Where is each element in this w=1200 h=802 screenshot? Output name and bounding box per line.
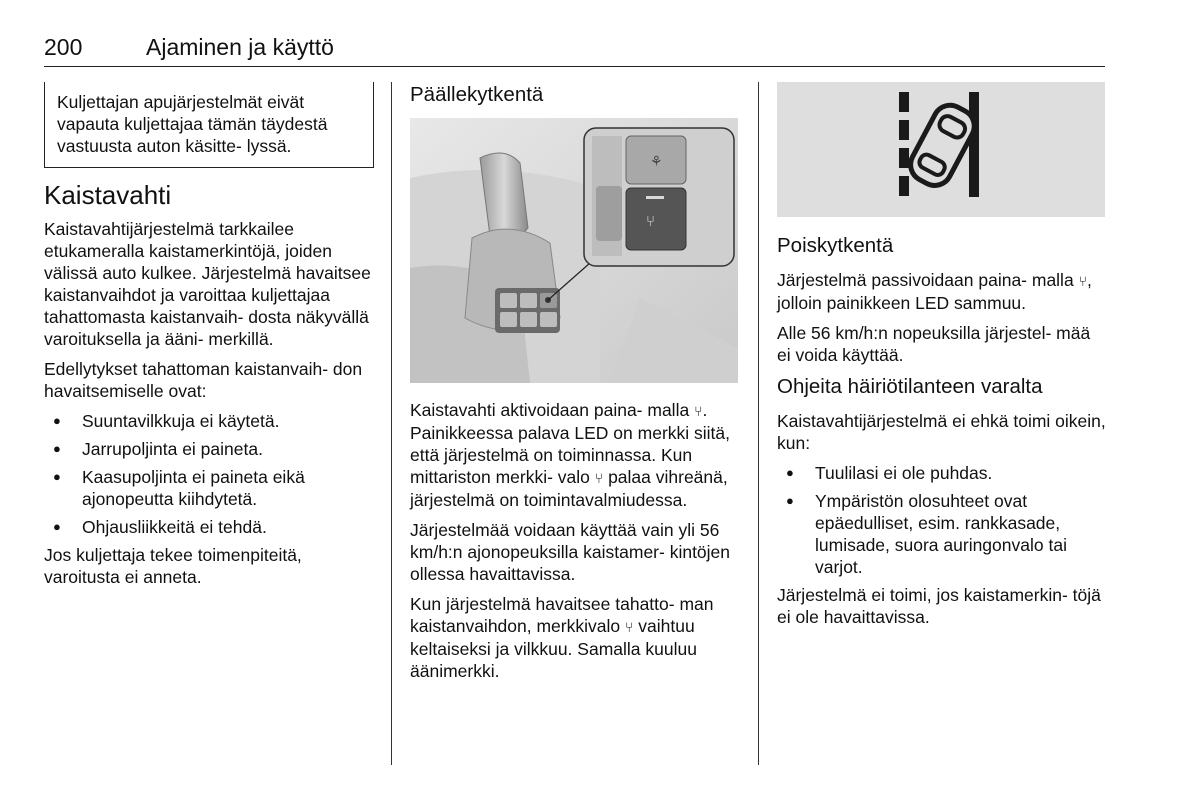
page-header (44, 30, 1105, 67)
lane-departure-car-icon (777, 82, 1105, 217)
list-item: ● Tuulilasi ei ole puhdas. (777, 462, 1107, 484)
lane-keep-assist-icon: ⑂ (594, 470, 604, 486)
text-run: Kaistavahti aktivoidaan paina- malla (410, 400, 690, 420)
paragraph: Jos kuljettaja tekee toimenpiteitä, varoitusta ei anneta. (44, 545, 302, 587)
svg-text:⑂: ⑂ (646, 212, 656, 230)
list-item: ● Jarrupoljinta ei paineta. (44, 438, 374, 460)
lane-keep-symbol-diagram (777, 82, 1105, 217)
warning-note-box (44, 82, 374, 168)
bullet-list (777, 462, 1107, 578)
lane-keep-assist-icon: ⑂ (624, 619, 634, 635)
column-left (44, 82, 374, 596)
warning-note-text: Kuljettajan apujärjestelmät eivät vapauta kuljettajaa tämän täydestä vastuusta auton käsitte- lyssä. (57, 92, 328, 156)
center-console-illustration (410, 118, 738, 383)
column-right (777, 82, 1107, 636)
section-heading-lane-keep: Kaistavahti (44, 180, 172, 210)
list-item: ● Ympäristön olosuhteet ovat epäedulliset, esim. rankkasade, lumisade, suora auringonvalo tai varjot. (777, 490, 1107, 578)
paragraph: Alle 56 km/h:n nopeuksilla järjestel- mää ei voida käyttää. (777, 323, 1091, 365)
paragraph: Järjestelmä ei toimi, jos kaistamerkin- töjä ei ole havaittavissa. (777, 585, 1101, 627)
column-divider (758, 82, 759, 765)
column-divider (391, 82, 392, 765)
subheading-troubleshooting: Ohjeita häiriötilanteen varalta (777, 375, 1043, 398)
subheading-switch-off: Poiskytkentä (777, 234, 894, 257)
paragraph: Järjestelmää voidaan käyttää vain yli 56 km/h:n ajonopeuksilla kaistamer- kintöjen ollessa havaittavissa. (410, 520, 731, 584)
page-number: 200 (44, 34, 83, 60)
paragraph: Edellytykset tahattoman kaistanvaih- don havaitsemiselle ovat: (44, 359, 363, 401)
column-middle (410, 82, 742, 690)
text-run: palaa vihreänä, järjestelmä on toimintavalmiudessa. (410, 467, 728, 510)
list-item: ● Ohjausliikkeitä ei tehdä. (44, 516, 374, 538)
text-run: , jolloin painikkeen LED sammuu. (777, 270, 1092, 313)
text-run: Järjestelmä passivoidaan paina- malla (777, 270, 1074, 290)
console-button-photo (410, 118, 738, 383)
bullet-list (44, 410, 374, 538)
subheading-switch-on: Päällekytkentä (410, 83, 544, 106)
svg-text:⚘: ⚘ (650, 154, 663, 170)
paragraph: Kaistavahtijärjestelmä tarkkailee etukameralla kaistamerkintöjä, joiden välissä auto kulkee. Järjestelmä havaitsee kaistanvaihdot ja varoittaa kuljettajaa tahattomasta kaistanvaih- dosta näkyvällä varoituksella ja ääni- merkillä. (44, 219, 371, 349)
paragraph: Kaistavahtijärjestelmä ei ehkä toimi oikein, kun: (777, 411, 1106, 453)
paragraph (410, 593, 742, 682)
list-item: ● Kaasupoljinta ei paineta eikä ajonopeutta kiihdytetä. (44, 466, 374, 510)
chapter-title: Ajaminen ja käyttö (146, 34, 334, 60)
list-item: ● Suuntavilkkuja ei käytetä. (44, 410, 374, 432)
paragraph (777, 269, 1107, 314)
text-run: vaihtuu keltaiseksi ja vilkkuu. Samalla kuuluu äänimerkki. (410, 616, 697, 681)
text-run: Kun järjestelmä havaitsee tahatto- man kaistanvaihdon, merkkivalo (410, 594, 714, 636)
paragraph (410, 399, 742, 511)
lane-keep-assist-icon: ⑂ (694, 403, 703, 419)
lane-keep-assist-icon: ⑂ (1078, 273, 1087, 289)
text-run: . Painikkeessa palava LED on merkki siitä, että järjestelmä on toiminnassa. Kun mittariston merkki- valo (410, 400, 731, 487)
